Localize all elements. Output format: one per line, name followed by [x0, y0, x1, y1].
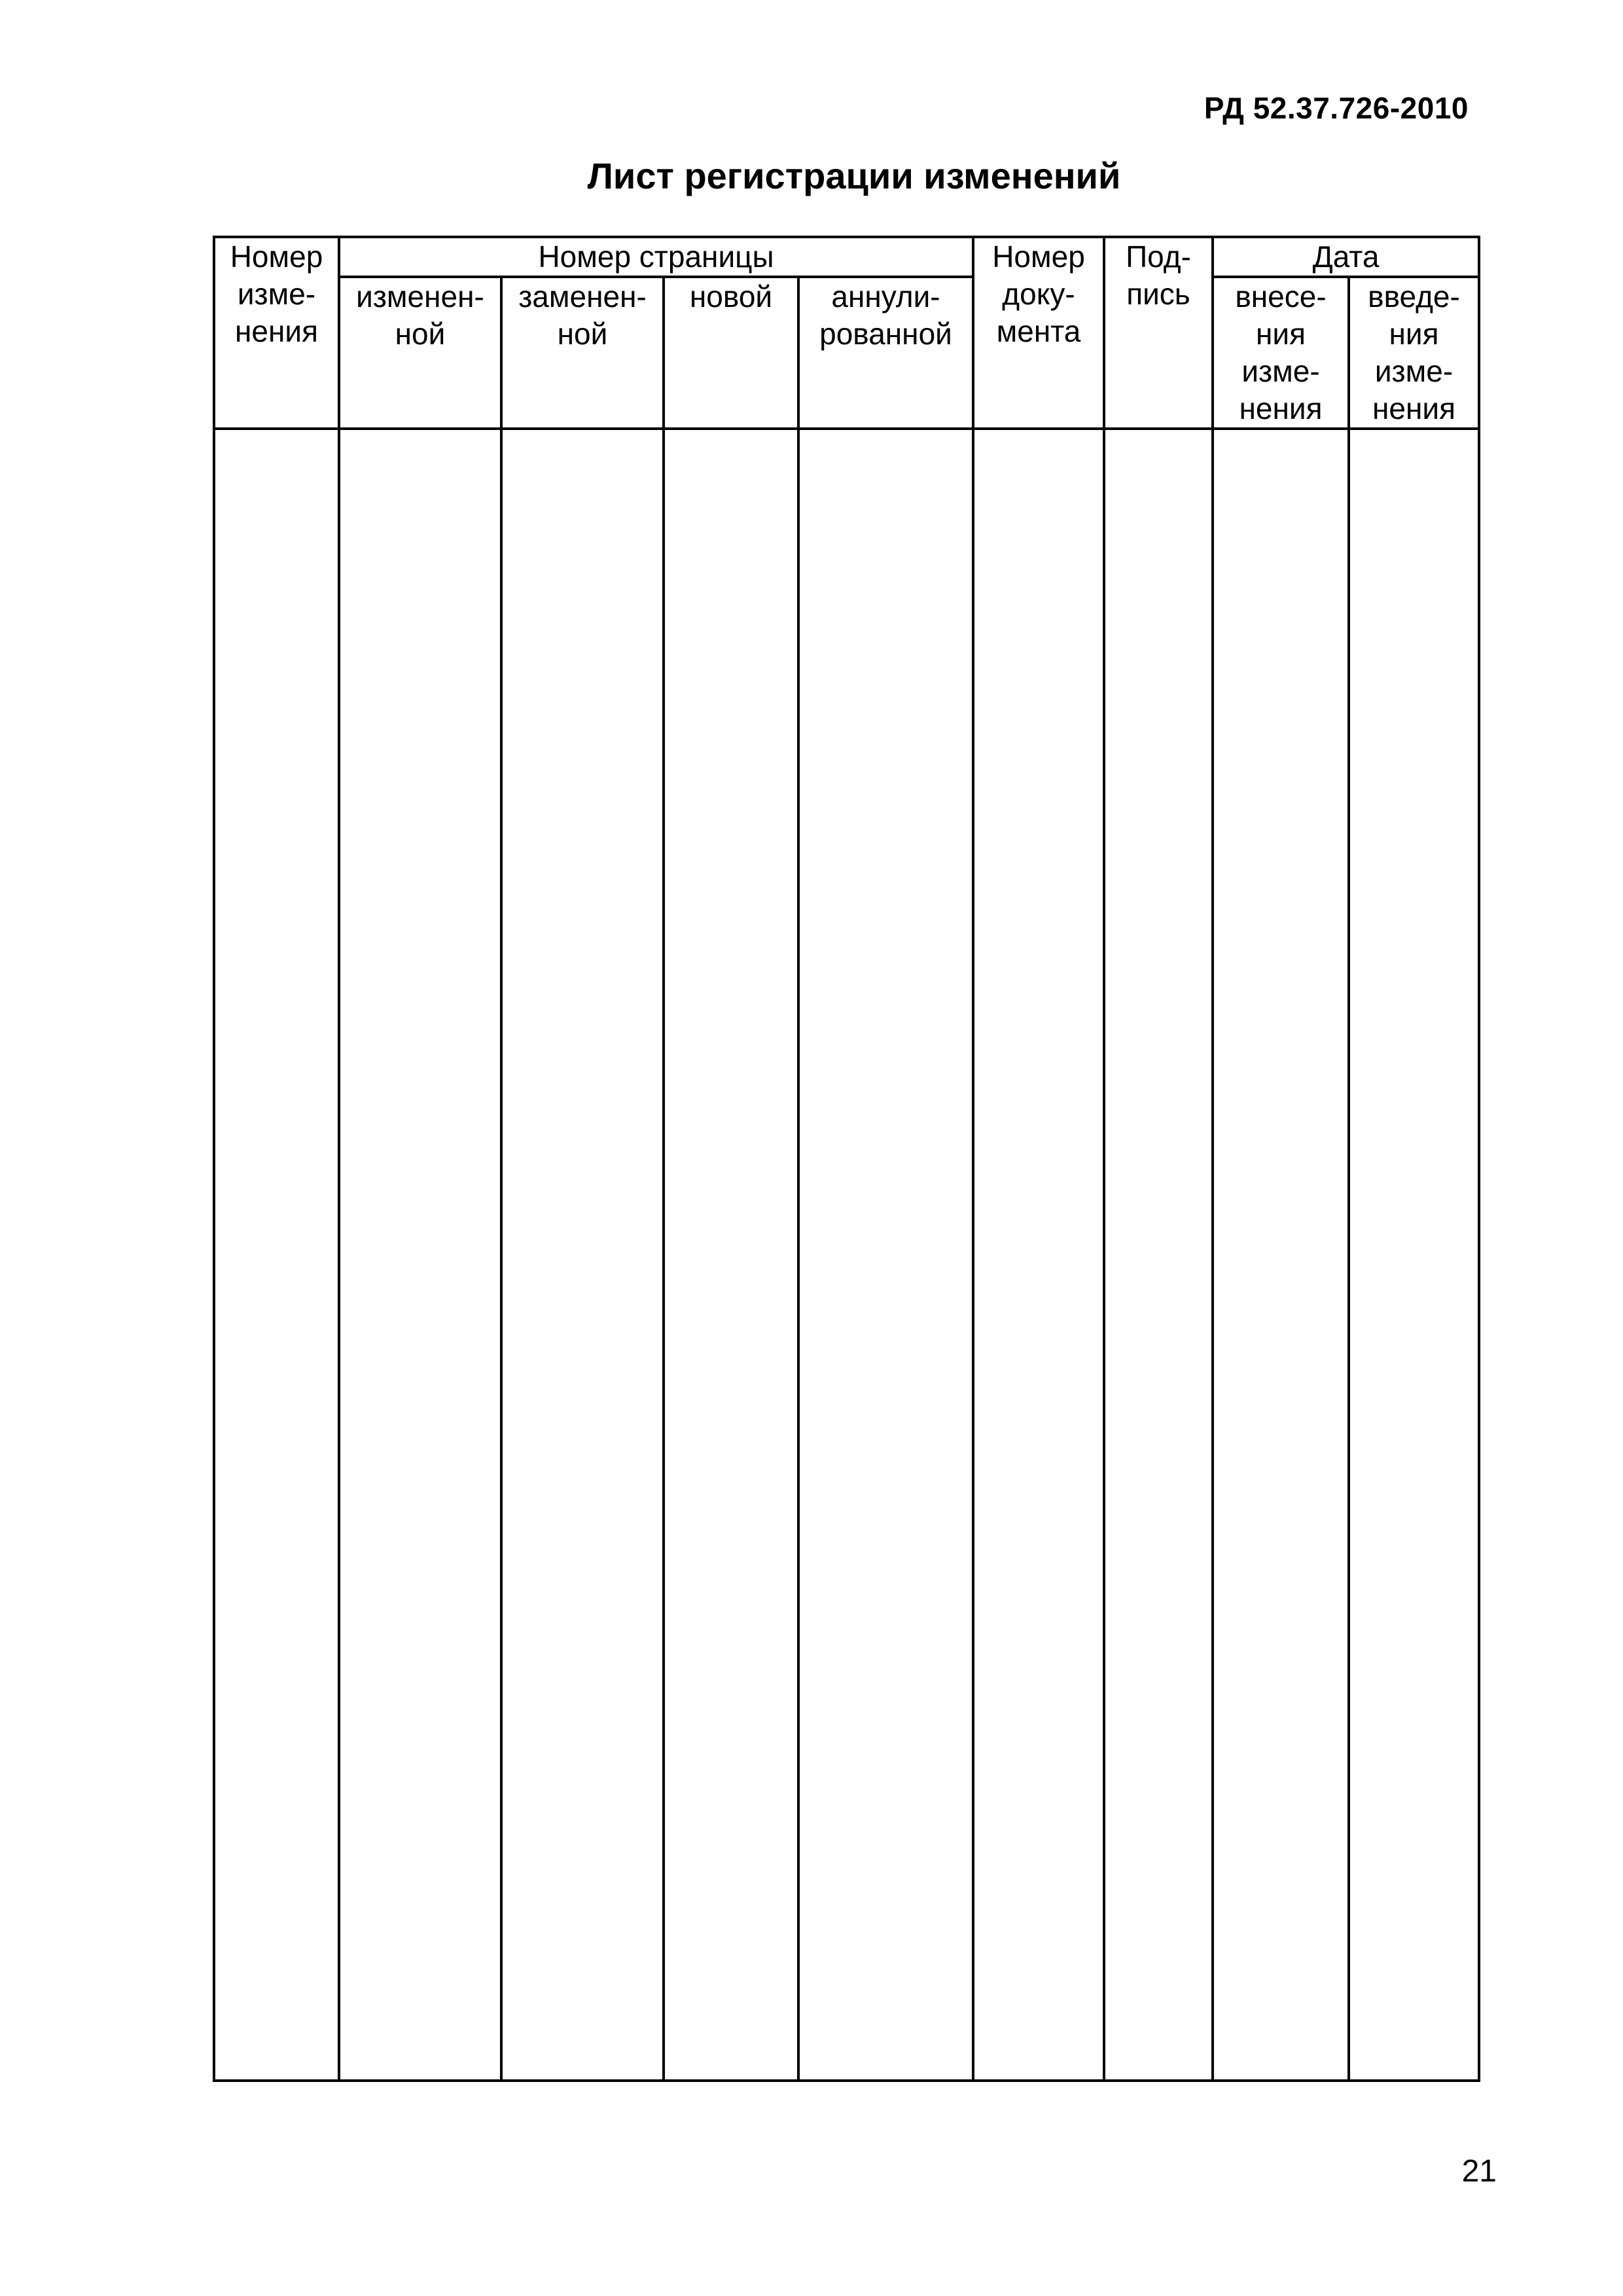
page-title: Лист регистрации изменений — [587, 155, 1121, 196]
header-row-sub — [214, 277, 1479, 429]
header-document-number: Номер доку- мента — [973, 237, 1104, 429]
header-change-number: Номер изме- нения — [214, 237, 339, 429]
header-row-top — [214, 237, 1479, 277]
cell-new[interactable] — [664, 429, 798, 2081]
cell-replaced[interactable] — [501, 429, 664, 2081]
header-replaced: заменен- ной — [501, 277, 664, 429]
cell-date-entry[interactable] — [1213, 429, 1349, 2081]
change-registration-table — [213, 236, 1480, 2082]
header-date-effective: введе- ния изме- нения — [1349, 277, 1479, 429]
cell-document-number[interactable] — [973, 429, 1104, 2081]
header-annulled: аннули- рованной — [798, 277, 973, 429]
table-row — [214, 429, 1479, 2081]
header-new: новой — [664, 277, 798, 429]
document-code: РД 52.37.726-2010 — [1204, 91, 1469, 125]
header-changed: изменен- ной — [339, 277, 501, 429]
cell-annulled[interactable] — [798, 429, 973, 2081]
header-page-number-group: Номер страницы — [339, 237, 973, 277]
header-signature: Под- пись — [1104, 237, 1213, 429]
cell-change-number[interactable] — [214, 429, 339, 2081]
header-date-group: Дата — [1213, 237, 1479, 277]
cell-changed[interactable] — [339, 429, 501, 2081]
cell-signature[interactable] — [1104, 429, 1213, 2081]
page-number: 21 — [1461, 2154, 1497, 2189]
cell-date-effective[interactable] — [1349, 429, 1479, 2081]
header-date-entry: внесе- ния изме- нения — [1213, 277, 1349, 429]
